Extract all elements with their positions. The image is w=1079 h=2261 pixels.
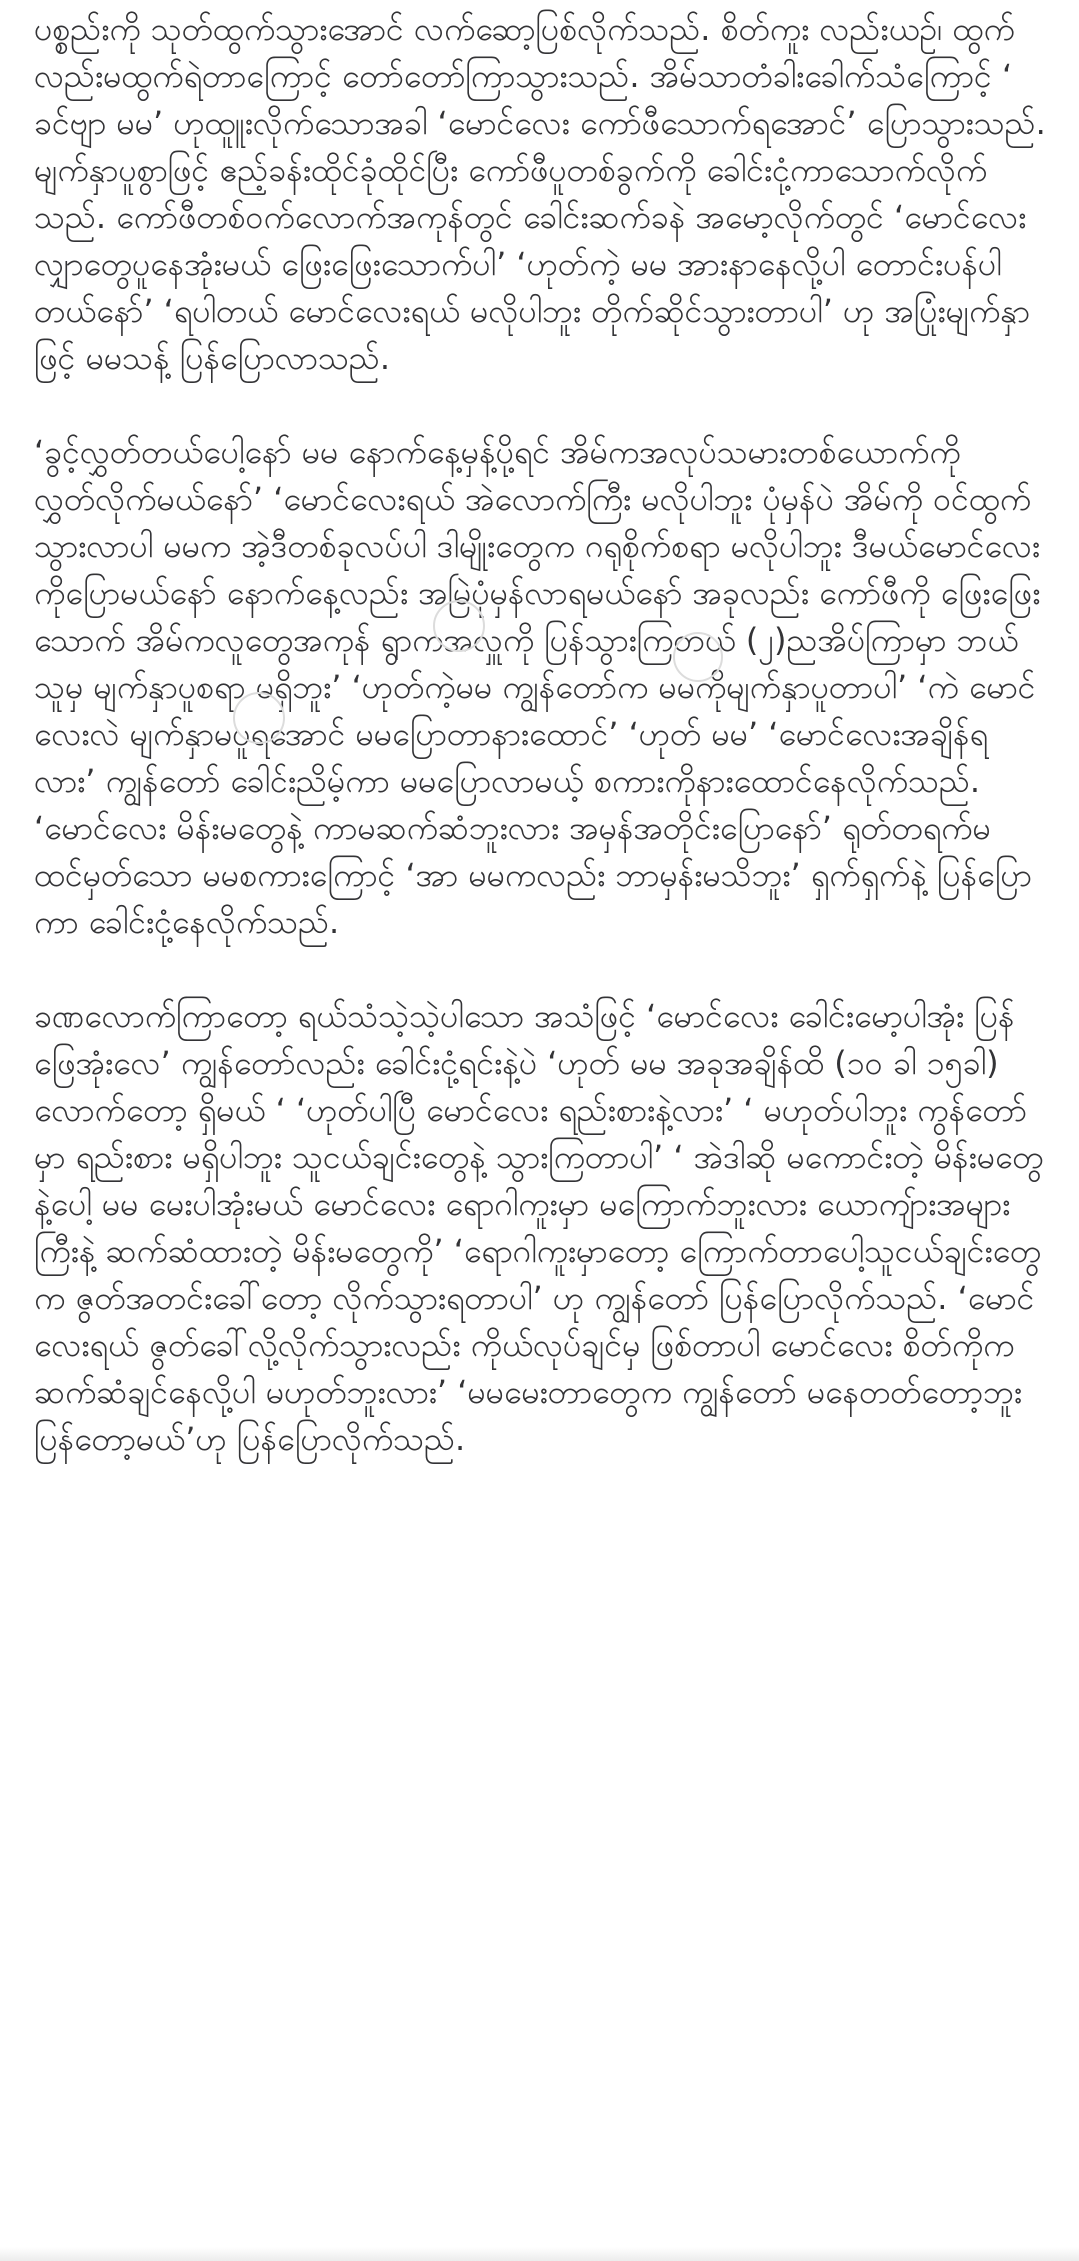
bottom-edge-shadow — [0, 2247, 1079, 2261]
ring-decoration — [673, 632, 723, 682]
article-paragraph-3: ခဏလောက်ကြာတော့ ရယ်သံသဲ့သဲ့ပါသော အသံဖြင့် ‘မောင်လေး ခေါင်းမော့ပါအုံး ပြန်ဖြေအုံးလေ’ ကျွန်တော်လည်း ခေါင်းငုံ့ရင်းနဲ့ပဲ ‘ဟုတ် မမ အခုအချိန်ထိ (၁၀ ခါ ၁၅ခါ) လောက်တော့ ရှိမယ် ‘ ‘ဟုတ်ပါပြီ မောင်လေး ရည်းစားနဲ့လား’ ‘ မဟုတ်ပါဘူး ကွန်တော်မှာ ရည်းစား မရှိပါဘူး သူငယ်ချင်းတွေနဲ့ သွားကြတာပါ’ ‘ အဲဒါဆို မကောင်းတဲ့ မိန်းမတွေနဲ့ပေါ့ မမ မေးပါအုံးမယ် မောင်လေး ရောဂါကူးမှာ မကြောက်ဘူးလား ယောကျ်ားအများကြီးနဲ့ ဆက်ဆံထားတဲ့ မိန်းမတွေကို’ ‘ရောဂါကူးမှာတော့ ကြောက်တာပေါ့သူငယ်ချင်းတွေက ဇွတ်အတင်းခေါ်တော့ လိုက်သွားရတာပါ’ ဟု ကျွန်တော် ပြန်ပြောလိုက်သည်. ‘မောင်လေးရယ် ဇွတ်ခေါ်လို့လိုက်သွားလည်း ကိုယ်လုပ်ချင်မှ ဖြစ်တာပါ မောင်လေး စိတ်ကိုက ဆက်ဆံချင်နေလို့ပါ မဟုတ်ဘူးလား’ ‘မမမေးတာတွေက ကျွန်တော် မနေတတ်တော့ဘူး ပြန်တော့မယ်’ဟု ပြန်ပြောလိုက်သည်. — [34, 997, 1044, 1458]
article-paragraph-2: ‘ခွင့်လွှတ်တယ်ပေါ့နော် မမ နောက်နေ့မှန့်ပို့ရင် အိမ်ကအလုပ်သမားတစ်ယောက်ကို လွှတ်လိုက်မယ်နော်’ ‘မောင်လေးရယ် အဲလောက်ကြီး မလိုပါဘူး ပုံမှန်ပဲ အိမ်ကို ဝင်ထွက်သွားလာပါ မမက အဲ့ဒီတစ်ခုလပ်ပါ ဒါမျိုးတွေက ဂရုစိုက်စရာ မလိုပါဘူး ဒီမယ်မောင်လေးကိုပြောမယ်နော် နောက်နေ့လည်း အမြဲပုံမှန်လာရမယ်နော် အခုလည်း ကော်ဖီကို ဖြေးဖြေးသောက် အိမ်ကလူတွေအကုန် ရွာကအလှူကို ပြန်သွားကြတယ် (၂)ညအိပ်ကြာမှာ ဘယ်သူမှ မျက်နှာပူစရာ မရှိဘူး’ ‘ဟုတ်ကဲ့မမ ကျွန်တော်က မမကိုမျက်နှာပူတာပါ’ ‘ကဲ မောင်လေးလဲ မျက်နှာမပူရအောင် မမပြောတာနားထောင်’ ‘ဟုတ် မမ’ ‘မောင်လေးအချိန်ရလား’ ကျွန်တော် ခေါင်းညိမ့်ကာ မမပြောလာမယ့် စကားကိုနားထောင်နေလိုက်သည်. ‘မောင်လေး မိန်းမတွေနဲ့ ကာမဆက်ဆံဘူးလား အမှန်အတိုင်းပြောနော်’ ရုတ်တရက်မထင်မှတ်သော မမစကားကြောင့် ‘အာ မမကလည်း ဘာမှန်းမသိဘူး’ ရှက်ရှက်နဲ့ ပြန်ပြောကာ ခေါင်းငုံ့နေလိုက်သည်. — [34, 433, 1041, 941]
article-body — [34, 6, 1046, 1510]
ring-decoration — [433, 600, 485, 652]
ring-decoration — [233, 692, 285, 744]
article-paragraph-1: ပစ္စည်းကို သုတ်ထွက်သွားအောင် လက်ဆော့ပြစ်လိုက်သည်. စိတ်ကူး လည်းယဉ်၊ ထွက်လည်းမထွက်ရဲတာကြောင့် တော်တော်ကြာသွားသည်. အိမ်သာတံခါးခေါက်သံကြောင့် ‘ ခင်ဗျာ မမ’ ဟုထူူးလိုက်သောအခါ ‘မောင်လေး ကော်ဖီသောက်ရအောင်’ ပြောသွားသည်. မျက်နှာပူစွာဖြင့် ဧည့်ခန်းထိုင်ခုံထိုင်ပြီး ကော်ဖီပူတစ်ခွက်ကို ခေါင်းငုံ့ကာသောက်လိုက်သည်. ကော်ဖီတစ်ဝက်လောက်အကုန်တွင် ခေါင်းဆက်ခနဲ အမော့လိုက်တွင် ‘မောင်လေး လျှာတွေပူနေအုံးမယ် ဖြေးဖြေးသောက်ပါ’ ‘ဟုတ်ကဲ့ မမ အားနာနေလို့ပါ တောင်းပန်ပါတယ်နော်’ ‘ရပါတယ် မောင်လေးရယ် မလိုပါဘူး တိုက်ဆိုင်သွားတာပါ’ ဟု အပြုံးမျက်နှာဖြင့် မမသန့် ပြန်ပြောလာသည်. — [34, 10, 1046, 377]
